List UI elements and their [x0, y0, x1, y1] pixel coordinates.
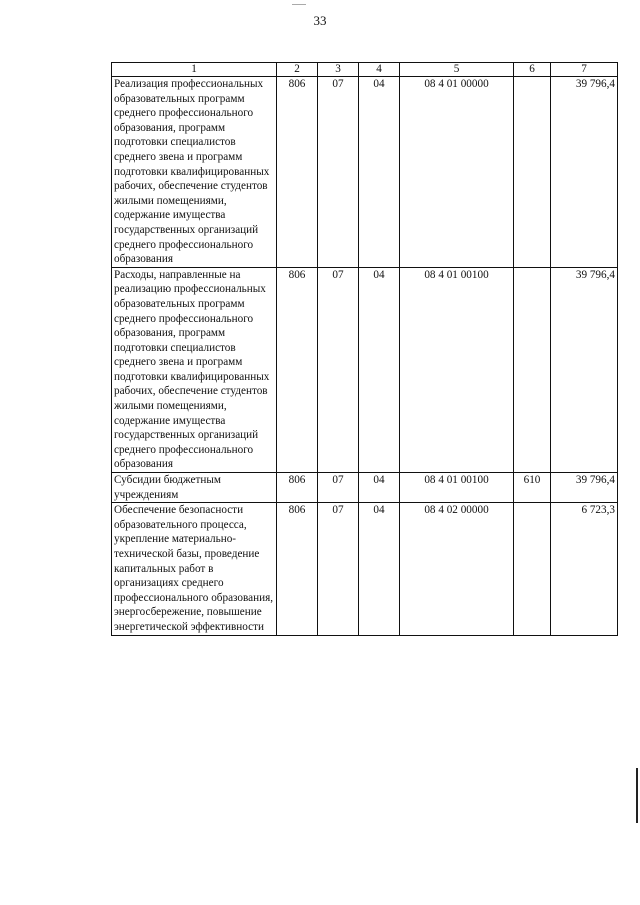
row-col4: 04 — [359, 473, 400, 503]
row-col5: 08 4 01 00100 — [400, 267, 514, 472]
row-col5: 08 4 01 00000 — [400, 77, 514, 268]
row-col4: 04 — [359, 267, 400, 472]
row-name: Расходы, направленные на реализацию профессиональных образовательных программ среднего профессионального образования, программ подготовки специалистов среднего звена и программ подготовки квалифицированных рабочих, обеспечение студентов жилыми помещениями, содержание имущества государственных организаций среднего профессионального образования — [112, 267, 277, 472]
row-col2: 806 — [277, 267, 318, 472]
header-col-5: 5 — [400, 63, 514, 77]
row-col6: 610 — [514, 473, 551, 503]
page-number: 33 — [313, 13, 327, 28]
row-col2: 806 — [277, 503, 318, 635]
table-row — [112, 77, 618, 268]
row-col7: 39 796,4 — [551, 77, 618, 268]
header-col-7: 7 — [551, 63, 618, 77]
row-col3: 07 — [318, 503, 359, 635]
row-col4: 04 — [359, 77, 400, 268]
table-row — [112, 267, 618, 472]
row-col7: 39 796,4 — [551, 473, 618, 503]
header-col-1: 1 — [112, 63, 277, 77]
row-col5: 08 4 01 00100 — [400, 473, 514, 503]
header-col-4: 4 — [359, 63, 400, 77]
row-name: Субсидии бюджетным учреждениям — [112, 473, 277, 503]
header-col-6: 6 — [514, 63, 551, 77]
row-col3: 07 — [318, 473, 359, 503]
budget-table — [111, 62, 618, 636]
row-col3: 07 — [318, 267, 359, 472]
scan-edge-mark — [636, 768, 638, 823]
row-col6 — [514, 503, 551, 635]
row-col2: 806 — [277, 473, 318, 503]
header-col-3: 3 — [318, 63, 359, 77]
row-col4: 04 — [359, 503, 400, 635]
row-col7: 39 796,4 — [551, 267, 618, 472]
row-col7: 6 723,3 — [551, 503, 618, 635]
row-col5: 08 4 02 00000 — [400, 503, 514, 635]
scan-artifact — [292, 4, 306, 5]
row-col2: 806 — [277, 77, 318, 268]
header-col-2: 2 — [277, 63, 318, 77]
row-name: Реализация профессиональных образовательных программ среднего профессионального образования, программ подготовки специалистов среднего звена и программ подготовки квалифицированных рабочих, обеспечение студентов жилыми помещениями, содержание имущества государственных организаций среднего профессионального образования — [112, 77, 277, 268]
header-row — [112, 63, 618, 77]
row-name: Обеспечение безопасности образовательного процесса, укрепление материально-технической базы, проведение капитальных работ в организациях среднего профессионального образования, энергосбережение, повышение энергетической эффективности — [112, 503, 277, 635]
table-row — [112, 503, 618, 635]
row-col3: 07 — [318, 77, 359, 268]
row-col6 — [514, 77, 551, 268]
table-row — [112, 473, 618, 503]
row-col6 — [514, 267, 551, 472]
